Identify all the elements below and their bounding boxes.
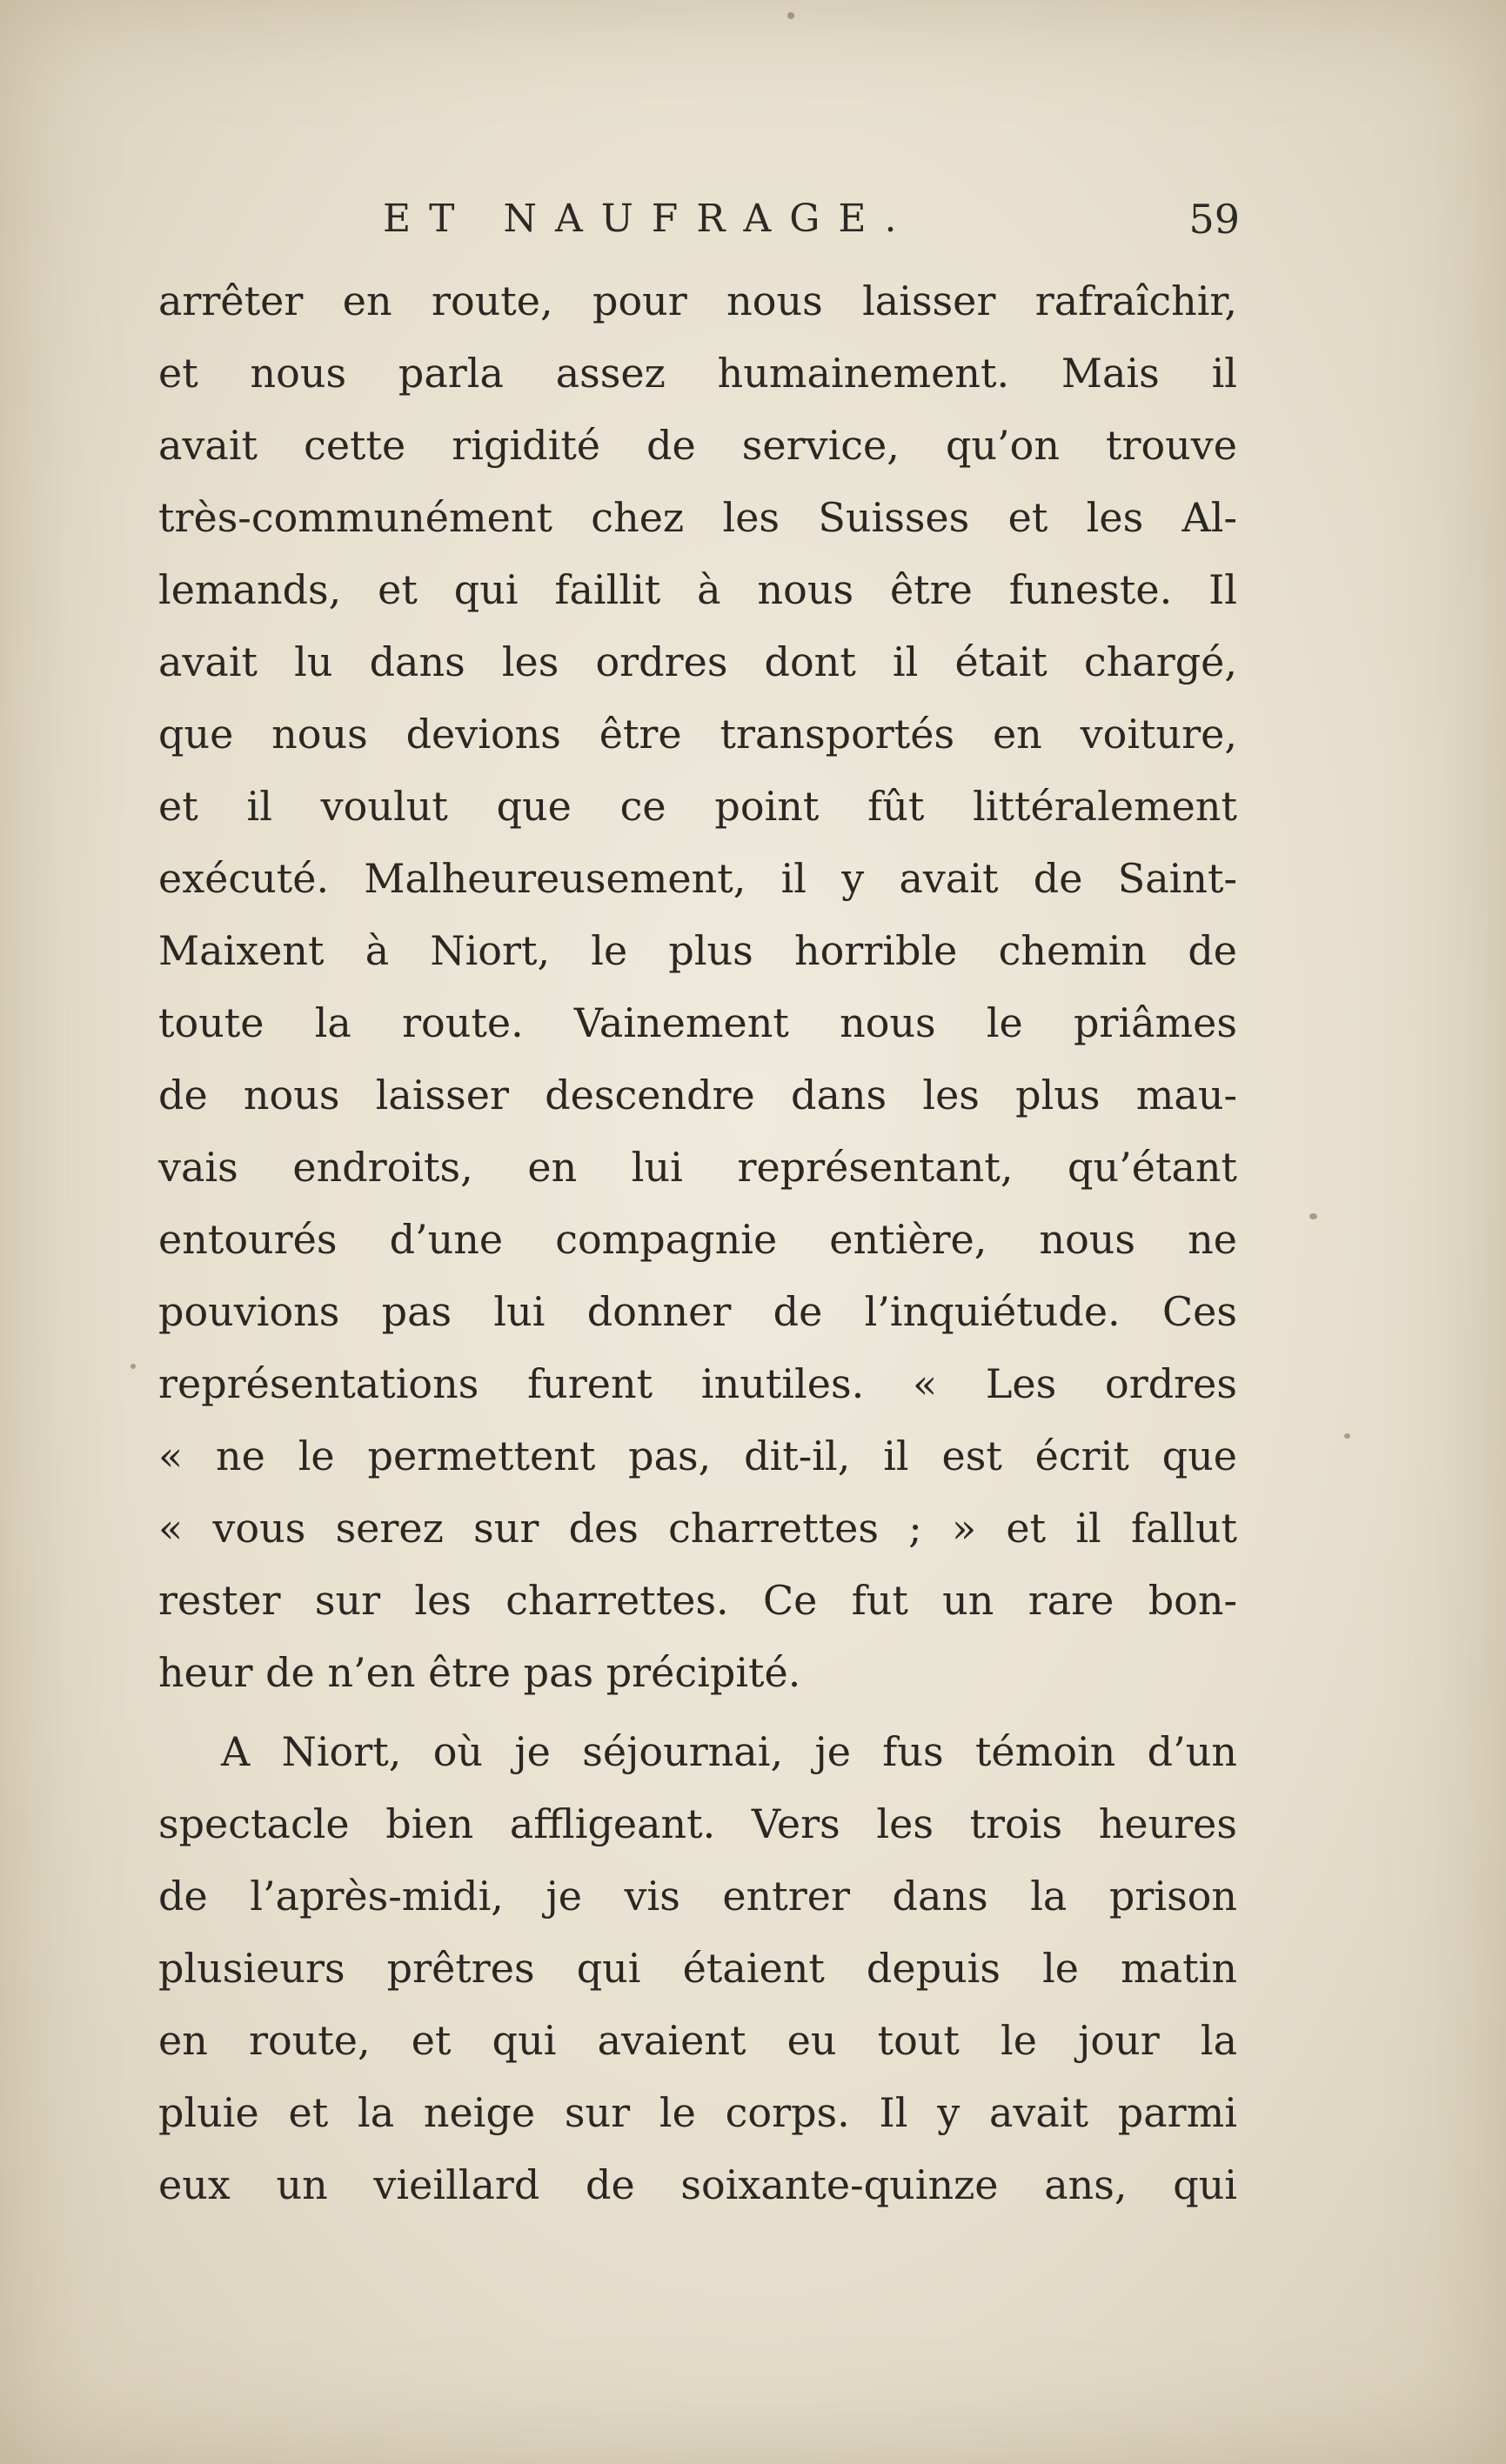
text-line: rester sur les charrettes. Ce fut un rare bon- [158, 1577, 1237, 1624]
text-line: que nous devions être transportés en voiture, [158, 711, 1237, 758]
text-line: pluie et la neige sur le corps. Il y avait parmi [158, 2089, 1237, 2136]
text-line: heur de n’en être pas précipité. [158, 1649, 801, 1696]
text-line: « ne le permettent pas, dit-il, il est écrit que [158, 1432, 1237, 1479]
text-line: de nous laisser descendre dans les plus mau- [158, 1072, 1237, 1118]
text-line: entourés d’une compagnie entière, nous ne [158, 1216, 1237, 1263]
text-line: exécuté. Malheureusement, il y avait de Saint- [158, 855, 1237, 902]
paper-speck [1344, 1433, 1350, 1439]
text-line: et il voulut que ce point fût littéralement [158, 783, 1237, 830]
text-line: A Niort, où je séjournai, je fus témoin d’un [221, 1728, 1237, 1775]
page-header [383, 193, 1240, 245]
text-line: Maixent à Niort, le plus horrible chemin de [158, 927, 1237, 974]
text-line: plusieurs prêtres qui étaient depuis le matin [158, 1945, 1237, 1992]
paper-speck [1309, 1213, 1317, 1219]
paragraph [158, 1716, 1237, 2221]
text-line: « vous serez sur des charrettes ; » et il fallut [158, 1505, 1237, 1552]
text-line: représentations furent inutiles. « Les ordres [158, 1360, 1237, 1407]
text-line: en route, et qui avaient eu tout le jour la [158, 2017, 1237, 2064]
text-line: spectacle bien affligeant. Vers les trois heures [158, 1800, 1237, 1847]
text-line: vais endroits, en lui représentant, qu’étant [158, 1144, 1237, 1191]
text-line: et nous parla assez humainement. Mais il [158, 350, 1237, 397]
paragraph-spacer [158, 1709, 1237, 1716]
text-line: avait cette rigidité de service, qu’on trouve [158, 422, 1237, 469]
text-line: lemands, et qui faillit à nous être funeste. Il [158, 566, 1237, 613]
text-line: arrêter en route, pour nous laisser rafraîchir, [158, 277, 1237, 324]
text-line: très-communément chez les Suisses et les Al- [158, 494, 1237, 541]
paper-speck [131, 1364, 136, 1369]
paragraph [158, 265, 1237, 1709]
running-title: ET NAUFRAGE. [383, 197, 915, 241]
page-number: 59 [1188, 196, 1240, 243]
text-line: eux un vieillard de soixante-quinze ans, qui [158, 2161, 1237, 2208]
text-line: avait lu dans les ordres dont il était chargé, [158, 638, 1237, 685]
body-text [158, 265, 1237, 2221]
text-line: de l’après-midi, je vis entrer dans la prison [158, 1873, 1237, 1920]
text-line: pouvions pas lui donner de l’inquiétude. Ces [158, 1288, 1237, 1335]
paper-speck [787, 12, 794, 19]
text-line: toute la route. Vainement nous le priâmes [158, 999, 1237, 1046]
